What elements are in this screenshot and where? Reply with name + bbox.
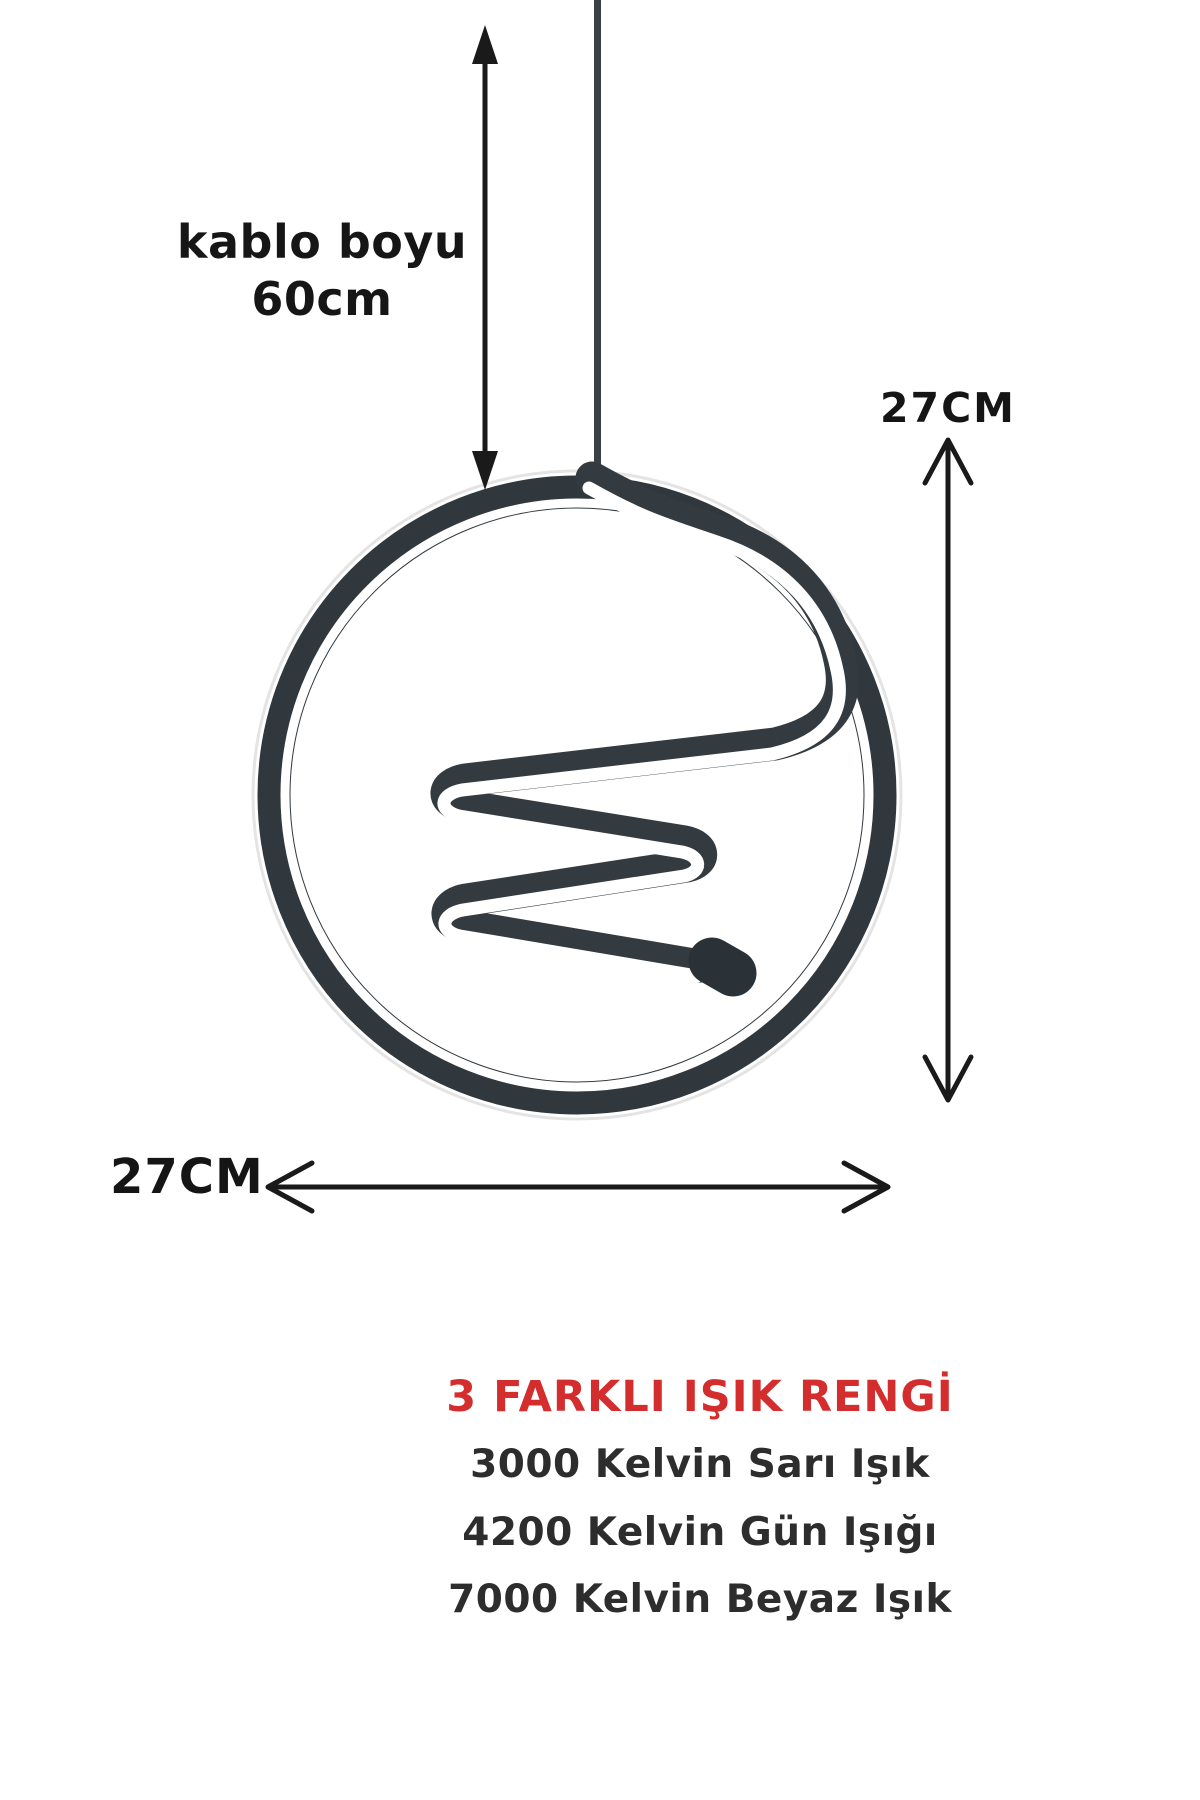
- cable-length-label: [140, 214, 504, 328]
- cable-length-label-line2: 60cm: [251, 272, 393, 326]
- cable-length-label-line1: kablo boyu: [176, 215, 468, 269]
- width-dimension-label: 27CM: [110, 1149, 264, 1205]
- light-option-7000k: 7000 Kelvin Beyaz Işık: [448, 1577, 952, 1622]
- width-dimension-arrow-icon: [268, 1163, 888, 1211]
- light-option-3000k: 3000 Kelvin Sarı Işık: [470, 1442, 930, 1487]
- height-dimension-arrow-icon: [925, 440, 971, 1100]
- spiral-end-cap: [712, 961, 733, 973]
- light-option-4200k: 4200 Kelvin Gün Işığı: [462, 1510, 938, 1555]
- lamp-spiral-tube: [444, 478, 842, 976]
- height-dimension-label: 27CM: [880, 384, 1016, 432]
- light-colors-title: 3 FARKLI IŞIK RENGİ: [446, 1372, 954, 1422]
